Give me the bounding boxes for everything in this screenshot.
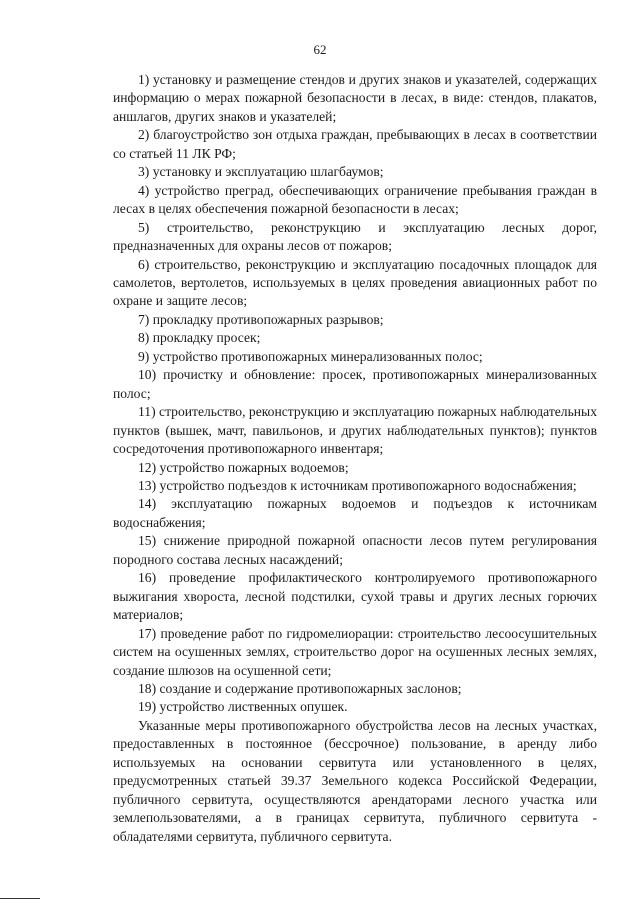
paragraph-summary: Указанные меры противопожарного обустройства лесов на лесных участках, предоставленных в постоянное (бессрочное) пользование, в аренду либо используемых на основании сервитута или установленного в целях, предусмотренных статьей 39.37 Земельного кодекса Российской Федерации, публичного сервитута, осуществляются арендаторами лесного участка или землепользователями, а в границах сервитута, публичного сервитута - обладателями сервитута, публичного сервитута. xyxy=(113,717,597,844)
paragraph-15: 15) снижение природной пожарной опасности лесов путем регулирования породного состава лесных насаждений; xyxy=(113,533,597,567)
document-body xyxy=(113,71,597,846)
paragraph-17: 17) проведение работ по гидромелиорации: строительство лесоосушительных систем на осушенных землях, строительство дорог на осушенных лесных землях, создание шлюзов на осушенной сети; xyxy=(113,625,597,678)
paragraph-13: 13) устройство подъездов к источникам противопожарного водоснабжения; xyxy=(138,477,577,493)
paragraph-6: 6) строительство, реконструкцию и эксплуатацию посадочных площадок для самолетов, вертолетов, используемых в целях проведения авиационных работ по охране и защите лесов; xyxy=(113,256,597,309)
paragraph-8: 8) прокладку просек; xyxy=(138,330,261,346)
paragraph-2: 2) благоустройство зон отдыха граждан, пребывающих в лесах в соответствии со статьей 11 ЛК РФ; xyxy=(113,127,597,161)
paragraph-11: 11) строительство, реконструкцию и эксплуатацию пожарных наблюдательных пунктов (вышек, мачт, павильонов, и других наблюдательных пунктов); пунктов сосредоточения противопожарного инвентаря; xyxy=(113,404,597,457)
page-number: 62 xyxy=(313,42,327,57)
paragraph-9: 9) устройство противопожарных минерализованных полос; xyxy=(138,348,483,364)
paragraph-7: 7) прокладку противопожарных разрывов; xyxy=(138,311,384,327)
paragraph-12: 12) устройство пожарных водоемов; xyxy=(138,459,349,475)
paragraph-5: 5) строительство, реконструкцию и эксплуатацию лесных дорог, предназначенных для охраны лесов от пожаров; xyxy=(113,219,597,254)
paragraph-18: 18) создание и содержание противопожарных заслонов; xyxy=(138,680,462,696)
paragraph-3: 3) установку и эксплуатацию шлагбаумов; xyxy=(138,164,384,180)
paragraph-4: 4) устройство преград, обеспечивающих ограничение пребывания граждан в лесах в целях обеспечения пожарной безопасности в лесах; xyxy=(113,182,597,217)
paragraph-10: 10) прочистку и обновление: просек, противопожарных минерализованных полос; xyxy=(113,367,597,401)
paragraph-16: 16) проведение профилактического контролируемого противопожарного выжигания хвороста, лесной подстилки, сухой травы и других лесных горючих материалов; xyxy=(113,570,597,623)
footer-rule xyxy=(0,898,40,899)
paragraph-14: 14) эксплуатацию пожарных водоемов и подъездов к источникам водоснабжения; xyxy=(113,496,597,530)
paragraph-19: 19) устройство лиственных опушек. xyxy=(138,699,348,715)
paragraph-1: 1) установку и размещение стендов и других знаков и указателей, содержащих информацию о мерах пожарной безопасности в лесах, в виде: стендов, плакатов, аншлагов, других знаков и указателей; xyxy=(113,72,597,124)
